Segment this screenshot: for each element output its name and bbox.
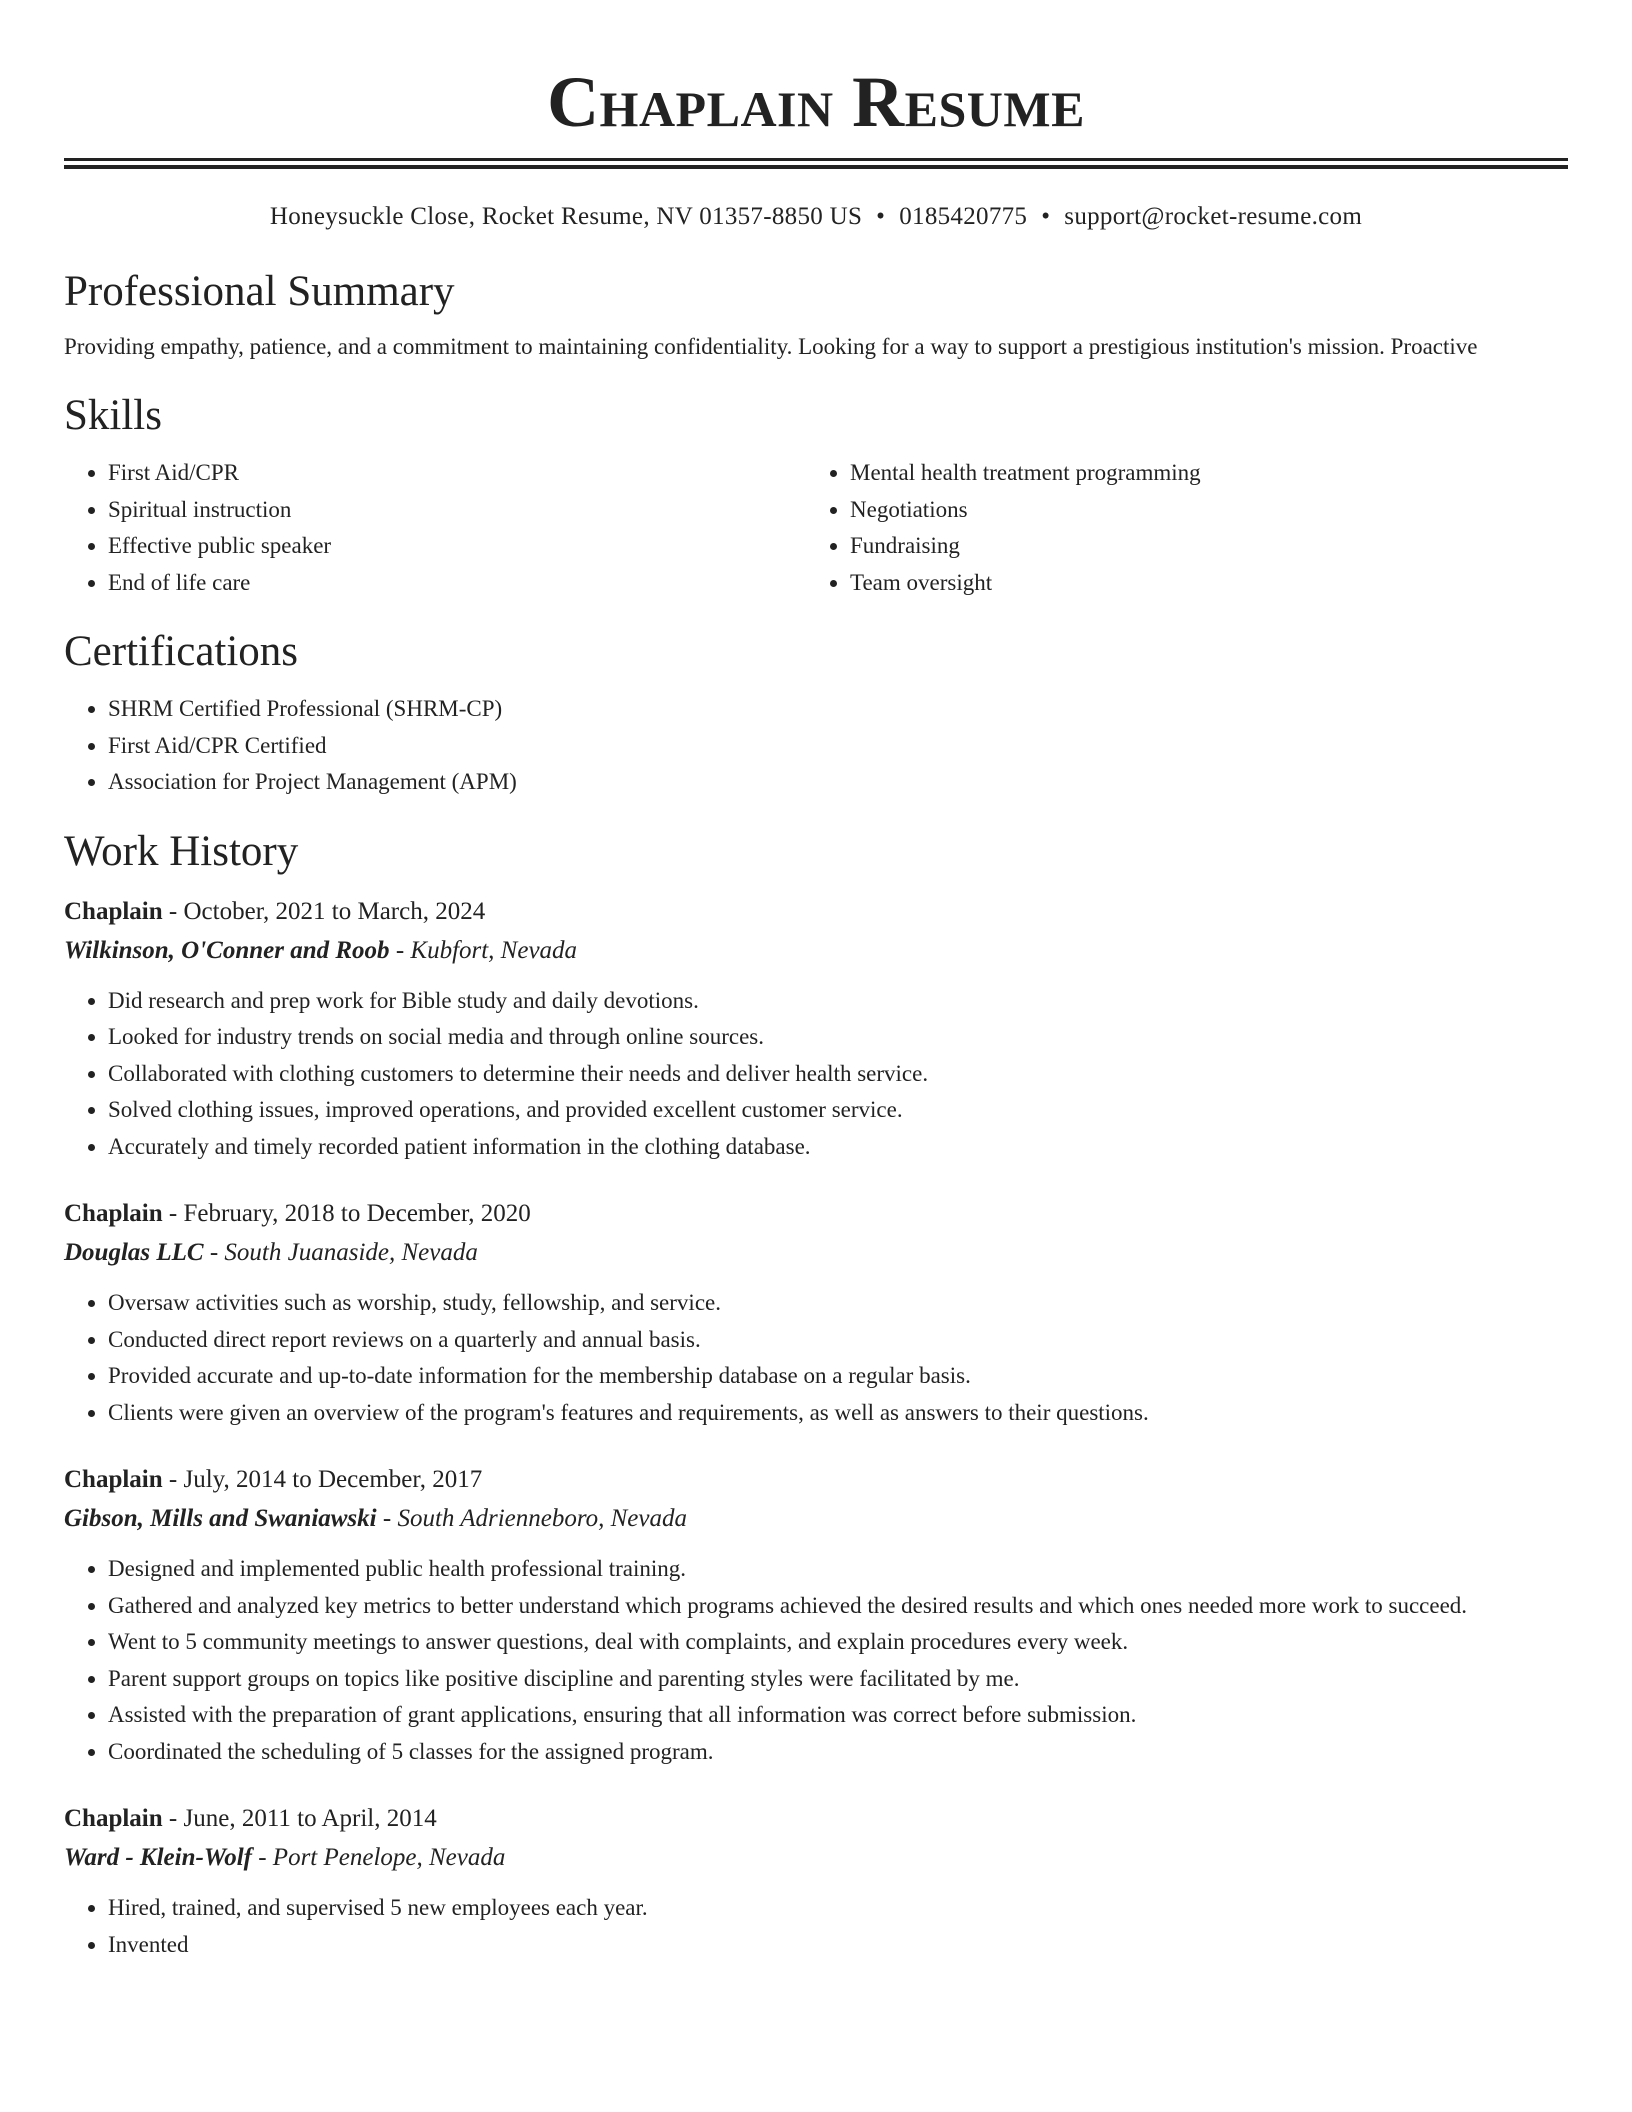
- skill-item: • Team oversight: [850, 565, 1548, 602]
- certification-item: • Association for Project Management (APM): [108, 764, 1568, 801]
- employer-name: Douglas LLC: [64, 1239, 204, 1266]
- job-dates: - June, 2011 to April, 2014: [162, 1805, 437, 1832]
- job-bullet: • Solved clothing issues, improved operations, and provided excellent customer service.: [108, 1092, 1568, 1129]
- certification-item: • First Aid/CPR Certified: [108, 728, 1568, 765]
- contact-line: [64, 201, 1568, 233]
- certifications-heading: Certifications: [64, 628, 299, 675]
- employer-name: Wilkinson, O'Conner and Roob: [64, 936, 390, 964]
- job-title: Chaplain: [64, 1805, 163, 1832]
- skills-list-right: [806, 455, 1548, 601]
- job-bullets: [64, 1890, 1568, 1963]
- job-bullet: • Gathered and analyzed key metrics to better understand which programs achieved the desired results and which ones needed more work to succeed.: [108, 1588, 1568, 1625]
- job-dates: - July, 2014 to December, 2017: [162, 1466, 483, 1493]
- title-double-rule: [64, 158, 1568, 169]
- job-entry: [64, 1195, 1568, 1431]
- job-bullet: • Hired, trained, and supervised 5 new employees each year.: [108, 1890, 1568, 1927]
- job-title-line: [64, 1800, 1568, 1838]
- skills-grid: [64, 455, 1568, 601]
- skill-item: • Negotiations: [850, 492, 1548, 529]
- job-bullets: [64, 983, 1568, 1166]
- job-bullet: • Designed and implemented public health professional training.: [108, 1551, 1568, 1588]
- job-title: Chaplain: [64, 1466, 163, 1493]
- skill-item: • Spiritual instruction: [108, 492, 806, 529]
- job-entry: [64, 893, 1568, 1166]
- employer-line: [64, 1233, 1568, 1273]
- employer-location: - Kubfort, Nevada: [389, 936, 578, 964]
- skills-column-left: [64, 455, 806, 601]
- job-bullet: • Assisted with the preparation of grant applications, ensuring that all information was correct before submission.: [108, 1697, 1568, 1734]
- skill-item: • Mental health treatment programming: [850, 455, 1548, 492]
- contact-address: Honeysuckle Close, Rocket Resume, NV 01357-8850 US: [269, 203, 863, 230]
- summary-heading: Professional Summary: [64, 268, 455, 315]
- job-bullet: • Coordinated the scheduling of 5 classes for the assigned program.: [108, 1734, 1568, 1771]
- contact-email: support@rocket-resume.com: [1064, 203, 1363, 230]
- skill-item: • First Aid/CPR: [108, 455, 806, 492]
- skill-item: • Fundraising: [850, 528, 1548, 565]
- work-history-heading: Work History: [64, 827, 299, 875]
- job-bullet: • Looked for industry trends on social media and through online sources.: [108, 1019, 1568, 1056]
- job-dates: - October, 2021 to March, 2024: [162, 897, 486, 925]
- employer-line: [64, 1499, 1568, 1539]
- job-bullet: • Conducted direct report reviews on a quarterly and annual basis.: [108, 1322, 1568, 1359]
- resume-title: Chaplain Resume: [547, 62, 1085, 142]
- employer-line: [64, 931, 1568, 971]
- contact-separator: •: [1041, 203, 1051, 230]
- job-bullet: • Accurately and timely recorded patient information in the clothing database.: [108, 1129, 1568, 1166]
- employer-name: Ward - Klein-Wolf: [64, 1844, 252, 1871]
- job-bullet: • Parent support groups on topics like positive discipline and parenting styles were facilitated by me.: [108, 1661, 1568, 1698]
- job-bullets: [64, 1551, 1568, 1770]
- employer-location: - South Juanaside, Nevada: [203, 1239, 478, 1266]
- job-bullet: • Did research and prep work for Bible study and daily devotions.: [108, 983, 1568, 1020]
- job-entry: [64, 1461, 1568, 1770]
- skills-list-left: [64, 455, 806, 601]
- summary-text: Providing empathy, patience, and a commitment to maintaining confidentiality. Looking for a way to support a prestigious institution's mission. Proactive: [64, 334, 1478, 359]
- job-bullet: • Provided accurate and up-to-date information for the membership database on a regular basis.: [108, 1358, 1568, 1395]
- job-bullet: • Went to 5 community meetings to answer questions, deal with complaints, and explain procedures every week.: [108, 1624, 1568, 1661]
- job-title: Chaplain: [64, 1200, 163, 1227]
- job-dates: - February, 2018 to December, 2020: [162, 1200, 531, 1227]
- job-bullet: • Clients were given an overview of the program's features and requirements, as well as answers to their questions.: [108, 1395, 1568, 1432]
- contact-separator: •: [876, 203, 886, 230]
- skills-heading: Skills: [64, 392, 162, 439]
- job-bullet: • Collaborated with clothing customers to determine their needs and deliver health service.: [108, 1056, 1568, 1093]
- certifications-list: [64, 691, 1568, 801]
- job-title-line: [64, 1195, 1568, 1233]
- resume-page: [64, 0, 1568, 1963]
- job-entry: [64, 1800, 1568, 1963]
- employer-line: [64, 1838, 1568, 1878]
- employer-location: - Port Penelope, Nevada: [251, 1844, 506, 1871]
- skills-column-right: [806, 455, 1548, 601]
- job-bullet: • Oversaw activities such as worship, study, fellowship, and service.: [108, 1285, 1568, 1322]
- employer-name: Gibson, Mills and Swaniawski: [64, 1505, 377, 1532]
- job-title-line: [64, 893, 1568, 931]
- job-bullet: • Invented: [108, 1927, 1568, 1964]
- job-bullets: [64, 1285, 1568, 1431]
- job-title-line: [64, 1461, 1568, 1499]
- contact-phone: 0185420775: [899, 203, 1028, 230]
- skill-item: • Effective public speaker: [108, 528, 806, 565]
- employer-location: - South Adrienneboro, Nevada: [376, 1505, 688, 1532]
- job-title: Chaplain: [64, 897, 163, 925]
- skill-item: • End of life care: [108, 565, 806, 602]
- certification-item: • SHRM Certified Professional (SHRM-CP): [108, 691, 1568, 728]
